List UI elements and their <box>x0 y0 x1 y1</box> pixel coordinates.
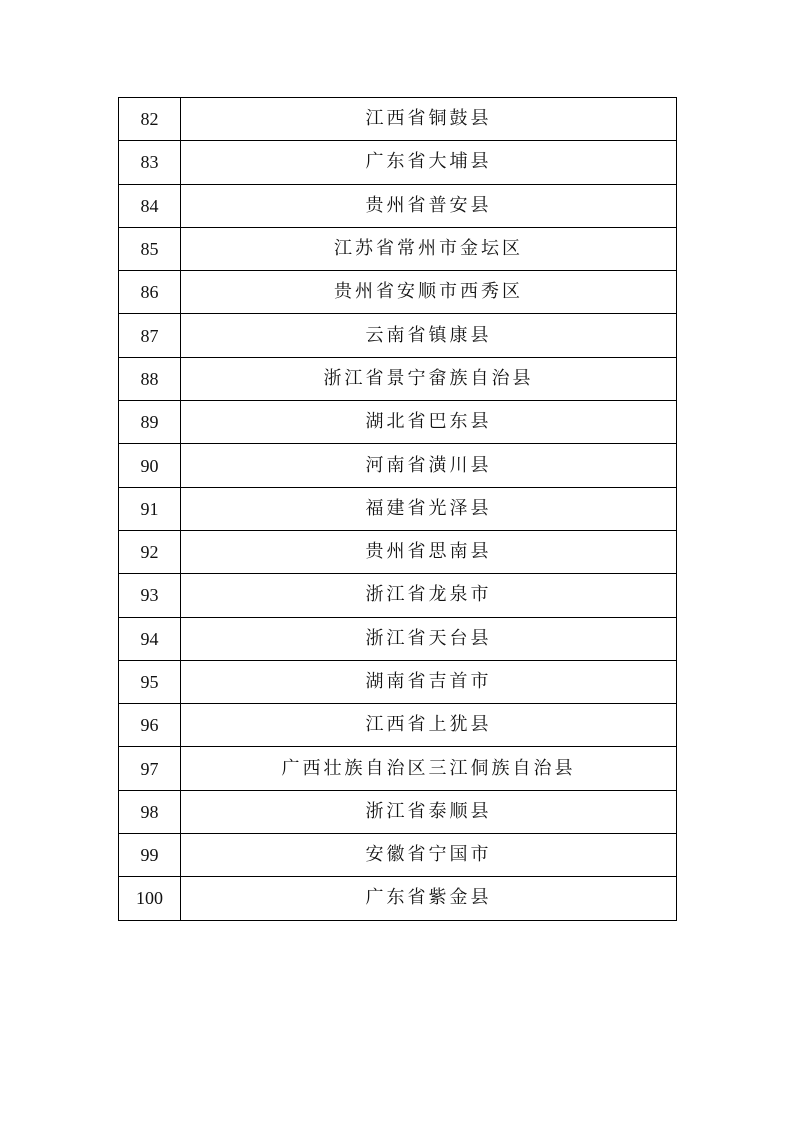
region-name-cell: 浙江省泰顺县 <box>181 790 677 833</box>
table-row <box>119 660 677 703</box>
row-number-cell: 95 <box>119 660 181 703</box>
table-row <box>119 747 677 790</box>
table-row <box>119 877 677 920</box>
row-number-cell: 84 <box>119 184 181 227</box>
region-name-cell: 浙江省景宁畲族自治县 <box>181 357 677 400</box>
county-list-table <box>118 97 677 921</box>
row-number-cell: 90 <box>119 444 181 487</box>
table-row <box>119 704 677 747</box>
table-row <box>119 617 677 660</box>
region-name-cell: 云南省镇康县 <box>181 314 677 357</box>
table-row <box>119 271 677 314</box>
row-number-cell: 85 <box>119 227 181 270</box>
row-number-cell: 98 <box>119 790 181 833</box>
region-name-cell: 江西省上犹县 <box>181 704 677 747</box>
region-name-cell: 湖南省吉首市 <box>181 660 677 703</box>
region-name-cell: 贵州省普安县 <box>181 184 677 227</box>
row-number-cell: 99 <box>119 834 181 877</box>
row-number-cell: 94 <box>119 617 181 660</box>
row-number-cell: 100 <box>119 877 181 920</box>
row-number-cell: 96 <box>119 704 181 747</box>
table-row <box>119 574 677 617</box>
region-name-cell: 河南省潢川县 <box>181 444 677 487</box>
table-row <box>119 790 677 833</box>
region-name-cell: 广西壮族自治区三江侗族自治县 <box>181 747 677 790</box>
table-row <box>119 98 677 141</box>
row-number-cell: 86 <box>119 271 181 314</box>
region-name-cell: 广东省紫金县 <box>181 877 677 920</box>
region-name-cell: 浙江省天台县 <box>181 617 677 660</box>
row-number-cell: 91 <box>119 487 181 530</box>
row-number-cell: 89 <box>119 401 181 444</box>
table-row <box>119 141 677 184</box>
row-number-cell: 87 <box>119 314 181 357</box>
table-row <box>119 184 677 227</box>
region-name-cell: 安徽省宁国市 <box>181 834 677 877</box>
table-row <box>119 530 677 573</box>
region-name-cell: 湖北省巴东县 <box>181 401 677 444</box>
region-name-cell: 江西省铜鼓县 <box>181 98 677 141</box>
row-number-cell: 82 <box>119 98 181 141</box>
table-row <box>119 357 677 400</box>
table-row <box>119 834 677 877</box>
row-number-cell: 97 <box>119 747 181 790</box>
region-name-cell: 福建省光泽县 <box>181 487 677 530</box>
row-number-cell: 93 <box>119 574 181 617</box>
table-row <box>119 487 677 530</box>
row-number-cell: 83 <box>119 141 181 184</box>
row-number-cell: 92 <box>119 530 181 573</box>
table-row <box>119 314 677 357</box>
region-name-cell: 贵州省思南县 <box>181 530 677 573</box>
table-row <box>119 227 677 270</box>
region-name-cell: 贵州省安顺市西秀区 <box>181 271 677 314</box>
table-row <box>119 444 677 487</box>
region-name-cell: 广东省大埔县 <box>181 141 677 184</box>
region-name-cell: 浙江省龙泉市 <box>181 574 677 617</box>
row-number-cell: 88 <box>119 357 181 400</box>
region-name-cell: 江苏省常州市金坛区 <box>181 227 677 270</box>
table-body <box>119 98 677 921</box>
table-row <box>119 401 677 444</box>
